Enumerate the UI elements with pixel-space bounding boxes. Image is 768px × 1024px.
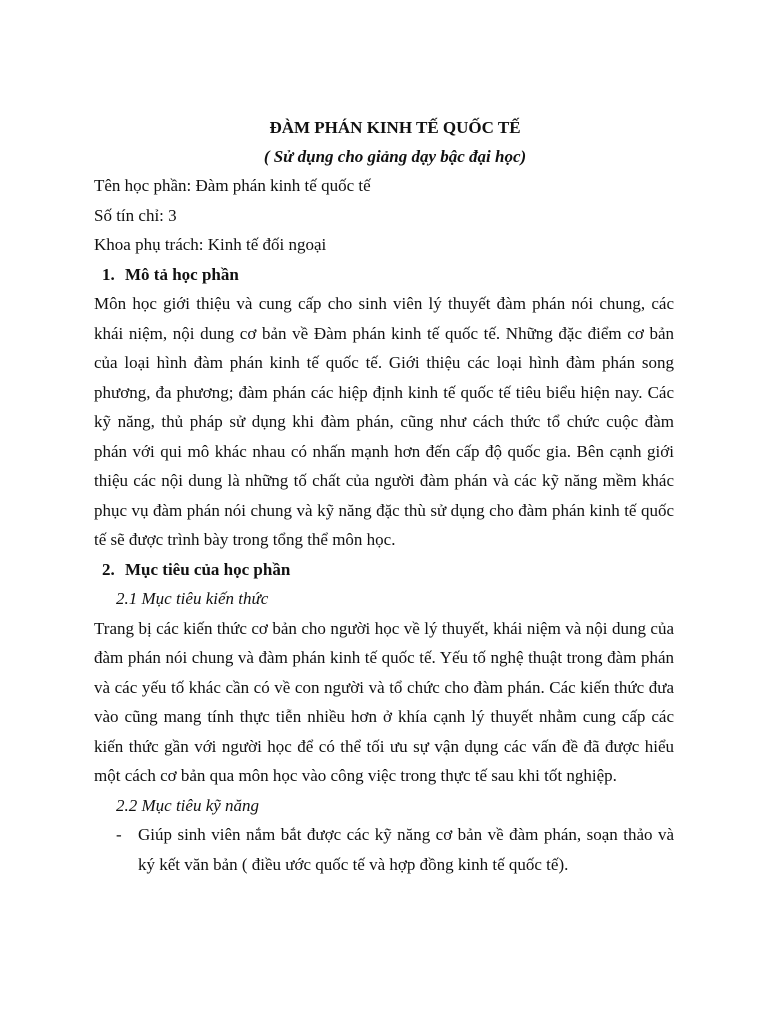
section-1-number: 1.: [102, 264, 115, 284]
bullet-dash: -: [116, 825, 122, 844]
document-title: ĐÀM PHÁN KINH TẾ QUỐC TẾ: [269, 118, 521, 137]
document-subtitle: ( Sử dụng cho giảng dạy bậc đại học): [263, 147, 527, 166]
section-2-number: 2.: [102, 559, 115, 579]
section-2-title: Mục tiêu của học phần: [125, 559, 291, 579]
bullet-item: [94, 820, 674, 879]
section-2-heading: [94, 555, 674, 585]
subsection-2-2-title: 2.2 Mục tiêu kỹ năng: [116, 795, 260, 815]
section-1-paragraph: Môn học giới thiệu và cung cấp cho sinh viên lý thuyết đàm phán nói chung, các khái niệm, nội dung cơ bản về Đàm phán kinh tế quốc tế. Những đặc điểm cơ bản của loại hình đàm phán kinh tế quốc tế. Giới thiệu các loại hình đàm phán song phương, đa phương; đàm phán các hiệp định kinh tế quốc tế tiêu biểu hiện nay. Các kỹ năng, thủ pháp sử dụng khi đàm phán, cũng như cách thức tổ chức cuộc đàm phán với qui mô khác nhau có nhấn mạnh hơn đến cấp độ quốc gia. Bên cạnh giới thiệu các nội dung là những tố chất của người đàm phán và các kỹ năng mềm khác phục vụ đàm phán nói chung và kỹ năng đặc thù sử dụng cho đàm phán kinh tế quốc tế sẽ được trình bày trong tổng thể môn học.: [94, 294, 674, 549]
subsection-2-1-paragraph: Trang bị các kiến thức cơ bản cho người học về lý thuyết, khái niệm và nội dung của đàm phán nói chung và đàm phán kinh tế quốc tế. Yếu tố nghệ thuật trong đàm phán và các yếu tố khác cần có về con người và tổ chức cho đàm phán. Các kiến thức đưa vào cũng mang tính thực tiễn nhiều hơn ở khía cạnh lý thuyết nhằm cung cấp các kiến thức gần với người học để có thể tối ưu sự vận dụng các vấn đề đã được hiểu một cách cơ bản qua môn học vào công việc trong thực tế sau khi tốt nghiệp.: [94, 618, 674, 785]
section-1-title: Mô tả học phần: [125, 264, 239, 284]
course-name: Tên học phần: Đàm phán kinh tế quốc tế: [94, 176, 371, 195]
course-credits: Số tín chỉ: 3: [94, 205, 177, 225]
document-page: [94, 113, 674, 879]
course-department: Khoa phụ trách: Kinh tế đối ngoại: [94, 235, 327, 254]
section-1-heading: [94, 260, 674, 290]
bullet-item-text: Giúp sinh viên nắm bắt được các kỹ năng cơ bản về đàm phán, soạn thảo và ký kết văn bản ( điều ước quốc tế và hợp đồng kinh tế quốc tế).: [138, 825, 674, 874]
subsection-2-1-title: 2.1 Mục tiêu kiến thức: [116, 589, 269, 608]
